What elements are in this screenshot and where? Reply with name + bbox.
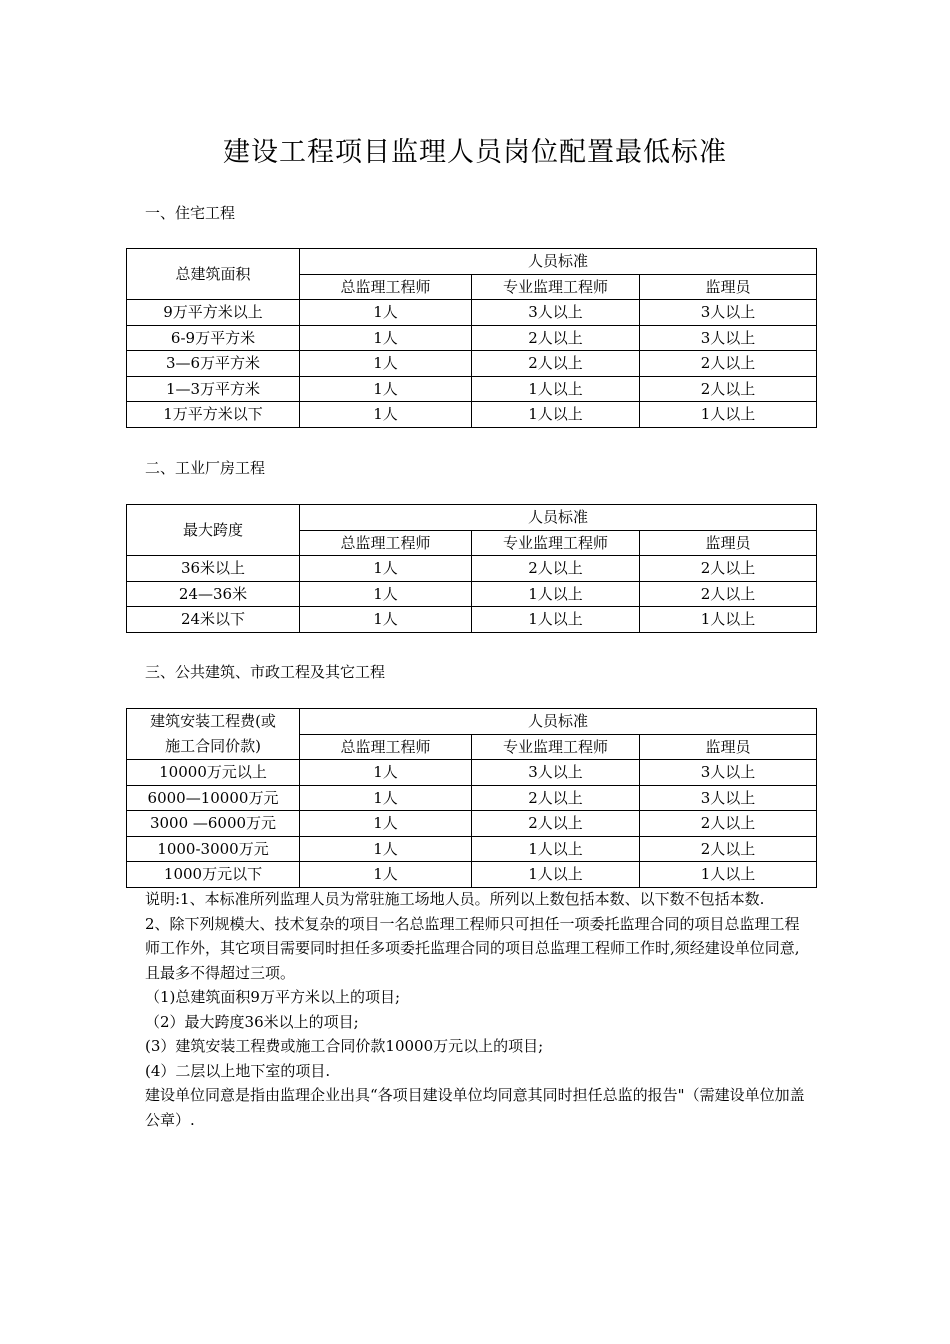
- table-row: [127, 760, 817, 786]
- table-cell: 1人以上: [472, 376, 640, 402]
- table-cell: 24—36米: [127, 581, 300, 607]
- table-cell: 1人以上: [472, 607, 640, 633]
- table-cell: 1人: [300, 325, 472, 351]
- table-header-staff-standard: 人员标准: [300, 505, 817, 531]
- note-paragraph: 2、除下列规模大、技术复杂的项目一名总监理工程师只可担任一项委托监理合同的项目总监理工程师工作外，其它项目需要同时担任多项委托监理合同的项目总监理工程师工作时,须经建设单位同意,且最多不得超过三项。: [145, 914, 800, 982]
- table-cell: 2人以上: [472, 811, 640, 837]
- table-header-staff-standard: 人员标准: [300, 709, 817, 735]
- table-cell: 1人以上: [640, 402, 817, 428]
- table-header-span: 最大跨度: [127, 505, 300, 556]
- note-paragraph: （2）最大跨度36米以上的项目;: [145, 1012, 359, 1031]
- table-cell: 3人以上: [640, 785, 817, 811]
- table-row: [127, 300, 817, 326]
- table-residential: [126, 248, 817, 428]
- table-cell: 2人以上: [640, 351, 817, 377]
- table-cell: 2人以上: [472, 785, 640, 811]
- table-cell: 6-9万平方米: [127, 325, 300, 351]
- table-cell: 1人以上: [472, 402, 640, 428]
- table-header-chief: 总监理工程师: [300, 530, 472, 556]
- table-header-specialist: 专业监理工程师: [472, 734, 640, 760]
- section-heading-industrial: 二、工业厂房工程: [145, 459, 266, 477]
- table-cell: 1人: [300, 300, 472, 326]
- table-cell: 2人以上: [640, 556, 817, 582]
- table-cell: 3人以上: [640, 760, 817, 786]
- table-header-chief: 总监理工程师: [300, 734, 472, 760]
- table-cell: 3—6万平方米: [127, 351, 300, 377]
- table-cell: 1000万元以下: [127, 862, 300, 888]
- table-cell: 36米以上: [127, 556, 300, 582]
- table-cell: 1人: [300, 376, 472, 402]
- table-cell: 3000 —6000万元: [127, 811, 300, 837]
- note-paragraph: (3）建筑安装工程费或施工合同价款10000万元以上的项目;: [145, 1037, 544, 1055]
- table-cell: 2人以上: [640, 811, 817, 837]
- table-cell: 1人: [300, 556, 472, 582]
- table-cell: 1人以上: [472, 862, 640, 888]
- table-cell: 1人: [300, 862, 472, 888]
- table-header-supervisor: 监理员: [640, 734, 817, 760]
- table-header-area: 总建筑面积: [127, 249, 300, 300]
- table-row: [127, 376, 817, 402]
- section-heading-public: 三、公共建筑、市政工程及其它工程: [145, 663, 386, 681]
- section-heading-residential: 一、住宅工程: [145, 204, 236, 222]
- table-header-supervisor: 监理员: [640, 274, 817, 300]
- table-cell: 6000—10000万元: [127, 785, 300, 811]
- table-public: [126, 708, 817, 888]
- table-cell: 1万平方米以下: [127, 402, 300, 428]
- table-cell: 2人以上: [640, 581, 817, 607]
- table-row: [127, 581, 817, 607]
- table-cell: 3人以上: [472, 300, 640, 326]
- table-cell: 1人以上: [640, 862, 817, 888]
- table-row: [127, 862, 817, 888]
- table-industrial: [126, 504, 817, 633]
- table-cell: 2人以上: [640, 836, 817, 862]
- table-row: [127, 811, 817, 837]
- table-header-specialist: 专业监理工程师: [472, 530, 640, 556]
- table-row: [127, 836, 817, 862]
- table-row: [127, 351, 817, 377]
- page-title: 建设工程项目监理人员岗位配置最低标准: [223, 137, 727, 168]
- note-paragraph: （1)总建筑面积9万平方米以上的项目;: [145, 988, 400, 1006]
- table-row: [127, 607, 817, 633]
- table-cell: 1人以上: [472, 836, 640, 862]
- note-paragraph: (4）二层以上地下室的项目.: [145, 1061, 331, 1080]
- table-cell: 3人以上: [640, 300, 817, 326]
- table-cell: 1人: [300, 607, 472, 633]
- table-header-chief: 总监理工程师: [300, 274, 472, 300]
- notes-block: [145, 887, 810, 1132]
- table-cell: 9万平方米以上: [127, 300, 300, 326]
- table-cell: 1人: [300, 760, 472, 786]
- table-cell: 10000万元以上: [127, 760, 300, 786]
- table-header-supervisor: 监理员: [640, 530, 817, 556]
- table-cell: 1人: [300, 785, 472, 811]
- table-row: [127, 325, 817, 351]
- table-cell: 2人以上: [640, 376, 817, 402]
- table-cell: 1人: [300, 581, 472, 607]
- table-cell: 24米以下: [127, 607, 300, 633]
- table-cell: 1人以上: [640, 607, 817, 633]
- table-cell: 1人: [300, 351, 472, 377]
- table-cell: 1人: [300, 402, 472, 428]
- table-header-cost-line2: 施工合同价款): [165, 737, 261, 755]
- table-cell: 2人以上: [472, 351, 640, 377]
- table-cell: 3人以上: [472, 760, 640, 786]
- table-header-cost-line1: 建筑安装工程费(或: [150, 712, 276, 730]
- table-cell: 1000-3000万元: [127, 836, 300, 862]
- table-row: [127, 785, 817, 811]
- table-cell: 1—3万平方米: [127, 376, 300, 402]
- table-header-cost: [127, 709, 300, 760]
- table-header-specialist: 专业监理工程师: [472, 274, 640, 300]
- table-header-staff-standard: 人员标准: [300, 249, 817, 275]
- table-cell: 2人以上: [472, 556, 640, 582]
- note-paragraph: 说明:1、本标准所列监理人员为常驻施工场地人员。所列以上数包括本数、以下数不包括本数.: [145, 890, 765, 908]
- table-cell: 1人以上: [472, 581, 640, 607]
- table-row: [127, 402, 817, 428]
- table-cell: 3人以上: [640, 325, 817, 351]
- table-cell: 1人: [300, 836, 472, 862]
- table-cell: 1人: [300, 811, 472, 837]
- table-cell: 2人以上: [472, 325, 640, 351]
- table-row: [127, 556, 817, 582]
- note-paragraph: 建设单位同意是指由监理企业出具“各项目建设单位均同意其同时担任总监的报告"（需建设单位加盖公章）.: [145, 1086, 805, 1129]
